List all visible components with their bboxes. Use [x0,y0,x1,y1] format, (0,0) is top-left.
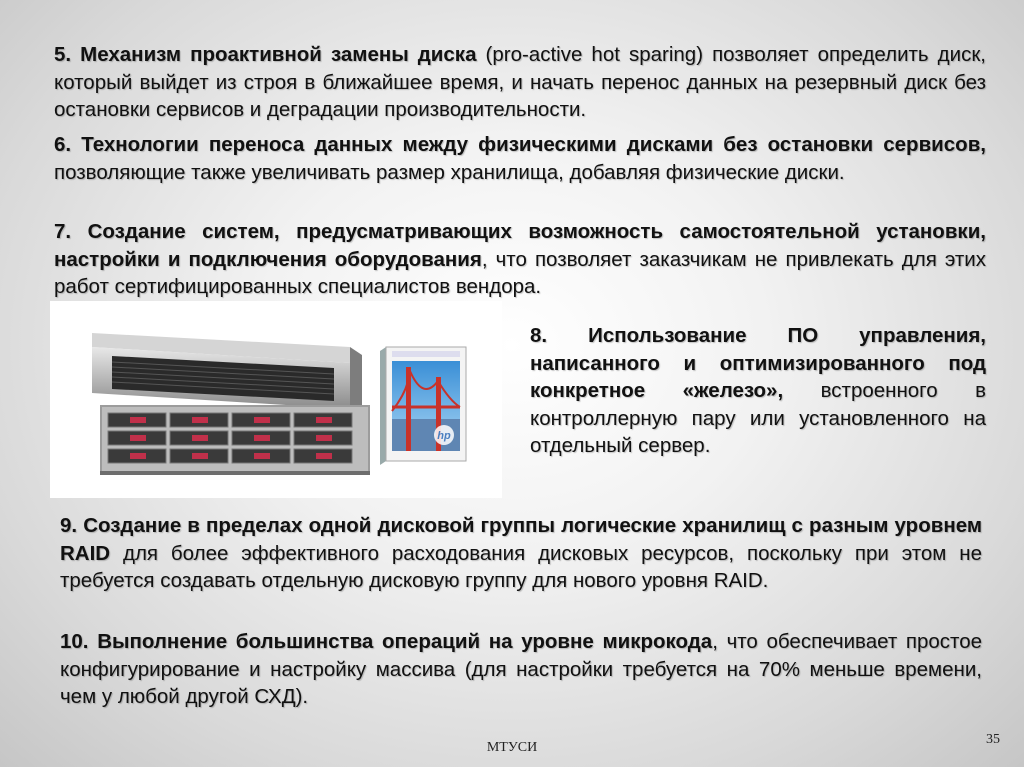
item-bold: Создание в пределах одной дисковой группы логические хранилищ с разным уровнем RAID [60,514,982,565]
storage-array-icon [92,333,370,475]
item-text: позволяющие также увеличивать размер хранилища, добавляя физические диски. [54,160,845,184]
item-number: 8. [530,324,548,347]
item-number: 9. [60,514,78,537]
item-text: встроенного в контроллерную пару или установленного на отдельный сервер. [530,379,986,457]
item-9 [60,512,982,595]
storage-product-image [50,301,502,498]
item-5 [54,41,986,124]
item-number: 7. [54,220,72,243]
item-7 [54,218,986,301]
item-number: 10. [60,630,89,653]
item-text: , что позволяет заказчикам не привлекать для этих работ сертифицированных специалистов вендора. [54,247,987,298]
item-bold: Выполнение большинства операций на уровне микрокода [97,630,713,653]
footer-text: МТУСИ [486,740,538,755]
hp-logo: hp [437,430,451,442]
item-text: (pro-active hot sparing) позволяет определить диск, который выйдет из строя в ближайшее время, и начать перенос данных на резервный диск без остановки сервисов и деградации производительности. [54,43,986,121]
item-number: 6. [54,133,72,156]
item-text: для более эффективного расходования дисковых ресурсов, поскольку при этом не требуется создавать отдельную дисковую группу для нового уровня RAID. [60,541,982,592]
item-8 [530,322,986,460]
item-6 [54,131,986,186]
item-number: 5. [54,43,72,66]
software-box-icon [380,347,466,465]
item-text: , что обеспечивает простое конфигурирование и настройку массива (для настройки требуется на 70% меньше времени, чем у любой другой СХД). [60,630,983,708]
item-10 [60,628,982,711]
page-number: 35 [986,732,1000,747]
item-bold: Механизм проактивной замены диска [80,43,477,66]
item-bold: Технологии переноса данных между физическими дисками без остановки сервисов, [81,133,986,156]
item-bold: Создание систем, предусматривающих возможность самостоятельной установки, настройки и подключения оборудования [54,220,986,271]
item-bold: Использование ПО управления, написанного и оптимизированного под конкретное «железо», [530,324,986,402]
